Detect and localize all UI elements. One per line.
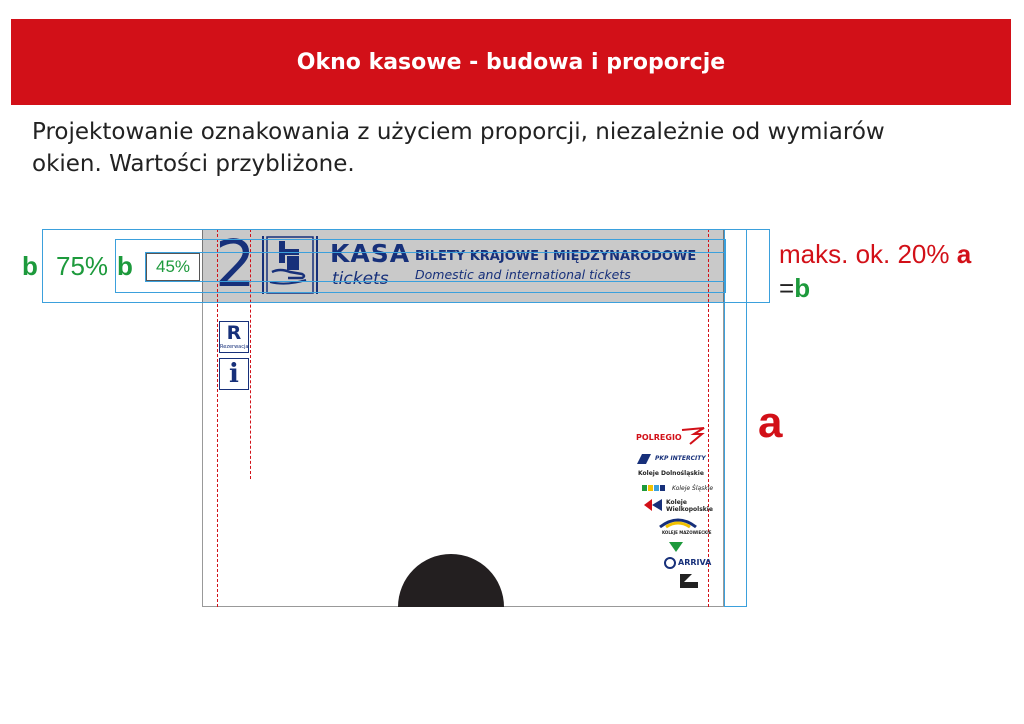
guide-45b (145, 252, 725, 282)
logo-dolnoslaskie: Koleje Dolnośląskie (638, 470, 704, 477)
header-title: Okno kasowe - budowa i proporcje (296, 49, 726, 75)
info-letter: i (229, 359, 239, 389)
info-icon (219, 358, 249, 390)
label-75b: b (117, 251, 133, 281)
label-b: b (22, 251, 38, 281)
bilety-pl-label: BILETY KRAJOWE I MIĘDZYNARODOWE (415, 249, 697, 264)
bilety-en-label: Domestic and international tickets (415, 267, 631, 282)
carrier-mark-icon (678, 572, 700, 590)
description-line-2: okien. Wartości przybliżone. (32, 151, 355, 177)
description-line-1: Projektowanie oznakowania z użyciem proporcji, niezależnie od wymiarów (32, 119, 885, 145)
header-banner (11, 19, 1011, 105)
label-eq: = (779, 273, 795, 303)
guide-a (724, 229, 747, 607)
logo-arriva: ARRIVA (678, 558, 712, 567)
wielkopolskie-mark-icon (642, 498, 664, 512)
transaction-opening (398, 549, 504, 607)
label-eq-b (779, 273, 810, 304)
kasa-label: KASA (330, 239, 411, 268)
label-maks-text: maks. ok. 20% (779, 239, 957, 269)
logo-intercity: PKP INTERCITY (655, 455, 706, 462)
label-75pct: 75% (56, 251, 109, 281)
logo-mazowieckie: KOLEJE MAZOWIECKIE (662, 530, 712, 535)
label-maks (779, 239, 971, 270)
regional-mark-icon (668, 540, 684, 554)
tickets-label: tickets (332, 269, 389, 289)
label-a-small: a (956, 239, 972, 269)
reservation-icon (219, 321, 249, 353)
logo-slaskie: Koleje Śląskie (672, 485, 714, 492)
slaskie-mark-icon (642, 484, 670, 492)
logo-polregio: POLREGIO (636, 433, 682, 442)
arriva-mark-icon (664, 557, 676, 569)
logo-wielkopolskie: Koleje Wielkopolskie (666, 499, 713, 513)
mazowieckie-mark-icon (658, 515, 698, 529)
label-b-right: b (794, 273, 811, 303)
polregio-mark-icon (680, 426, 706, 446)
reservation-caption: Rezerwacja (220, 344, 249, 350)
label-a: a (758, 398, 783, 447)
reservation-letter: R (226, 322, 242, 344)
window-number: 2 (215, 228, 256, 302)
intercity-mark-icon (636, 453, 652, 465)
label-45pct: 45% (146, 253, 200, 281)
description (32, 116, 992, 180)
